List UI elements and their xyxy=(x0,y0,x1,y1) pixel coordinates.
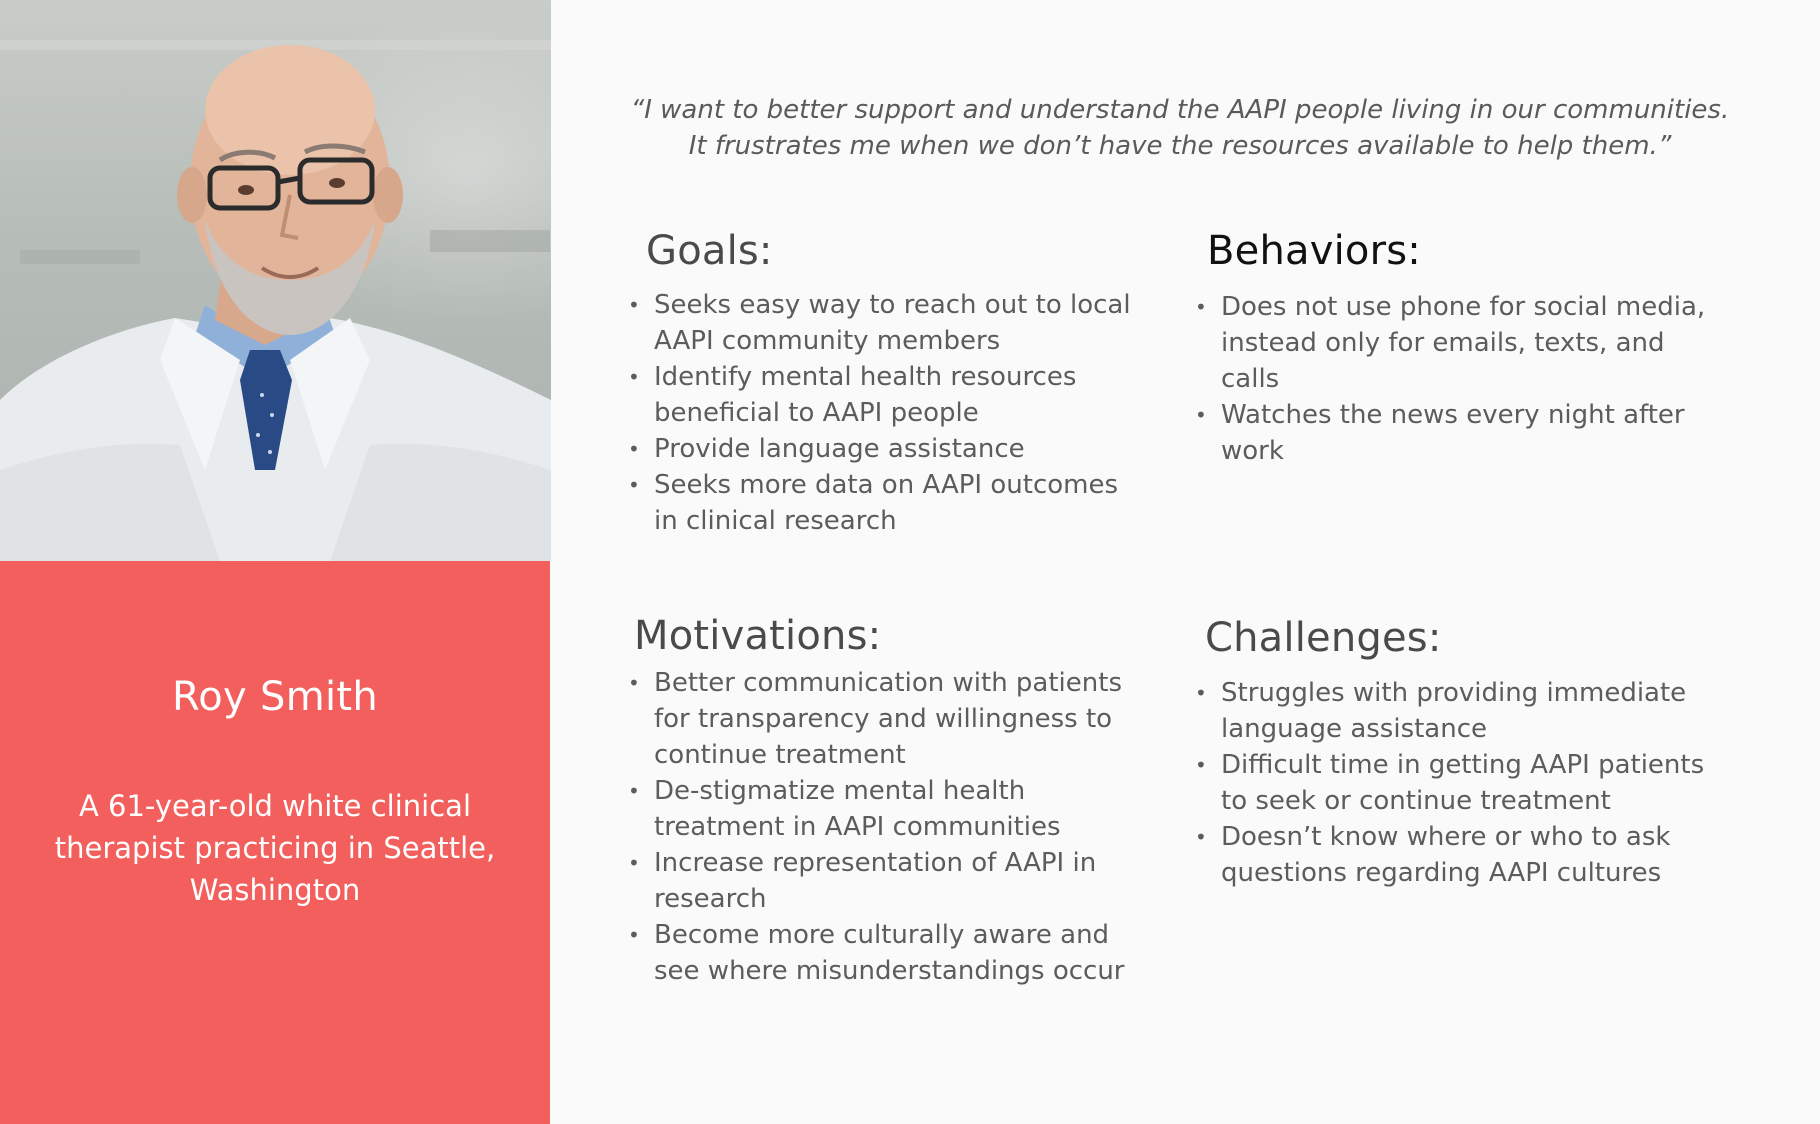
quote-line-2: It frustrates me when we don’t have the resources available to help them.” xyxy=(688,131,1672,161)
motivations-heading: Motivations: xyxy=(634,613,882,659)
quote-line-1: “I want to better support and understand the AAPI people living in our communities. xyxy=(630,95,1730,125)
challenges-list-item: • Difficult time in getting AAPI patients to seek or continue treatment xyxy=(1195,747,1720,819)
persona-description: A 61-year-old white clinical therapist practicing in Seattle, Washington xyxy=(54,789,496,907)
behaviors-section xyxy=(1195,228,1720,469)
behaviors-list xyxy=(1195,289,1720,469)
motivations-list-item: • Increase representation of AAPI in research xyxy=(628,845,1148,917)
behaviors-heading: Behaviors: xyxy=(1207,228,1421,274)
motivations-list-item: • De-stigmatize mental health treatment in AAPI communities xyxy=(628,773,1148,845)
goals-list-item: • Seeks more data on AAPI outcomes in clinical research xyxy=(628,467,1148,539)
behaviors-list-item: • Watches the news every night after work xyxy=(1195,397,1720,469)
challenges-list xyxy=(1195,675,1720,891)
motivations-section xyxy=(628,613,1148,989)
goals-list-item: • Seeks easy way to reach out to local AAPI community members xyxy=(628,287,1148,359)
goals-section xyxy=(628,228,1148,539)
motivations-list xyxy=(628,665,1148,989)
challenges-heading: Challenges: xyxy=(1205,615,1442,661)
goals-list-item: • Provide language assistance xyxy=(628,431,1148,467)
challenges-list-item: • Doesn’t know where or who to ask questions regarding AAPI cultures xyxy=(1195,819,1720,891)
behaviors-list-item: • Does not use phone for social media, instead only for emails, texts, and calls xyxy=(1195,289,1720,397)
goals-heading: Goals: xyxy=(646,228,773,274)
persona-photo xyxy=(0,0,551,561)
persona-quote xyxy=(600,92,1760,164)
doctor-portrait-image xyxy=(0,0,551,561)
challenges-list-item: • Struggles with providing immediate language assistance xyxy=(1195,675,1720,747)
persona-profile-card xyxy=(0,561,550,1124)
goals-list xyxy=(628,287,1148,539)
motivations-list-item: • Better communication with patients for transparency and willingness to continue treatment xyxy=(628,665,1148,773)
challenges-section xyxy=(1195,615,1720,891)
persona-name: Roy Smith xyxy=(171,674,379,720)
motivations-list-item: • Become more culturally aware and see where misunderstandings occur xyxy=(628,917,1148,989)
goals-list-item: • Identify mental health resources beneficial to AAPI people xyxy=(628,359,1148,431)
